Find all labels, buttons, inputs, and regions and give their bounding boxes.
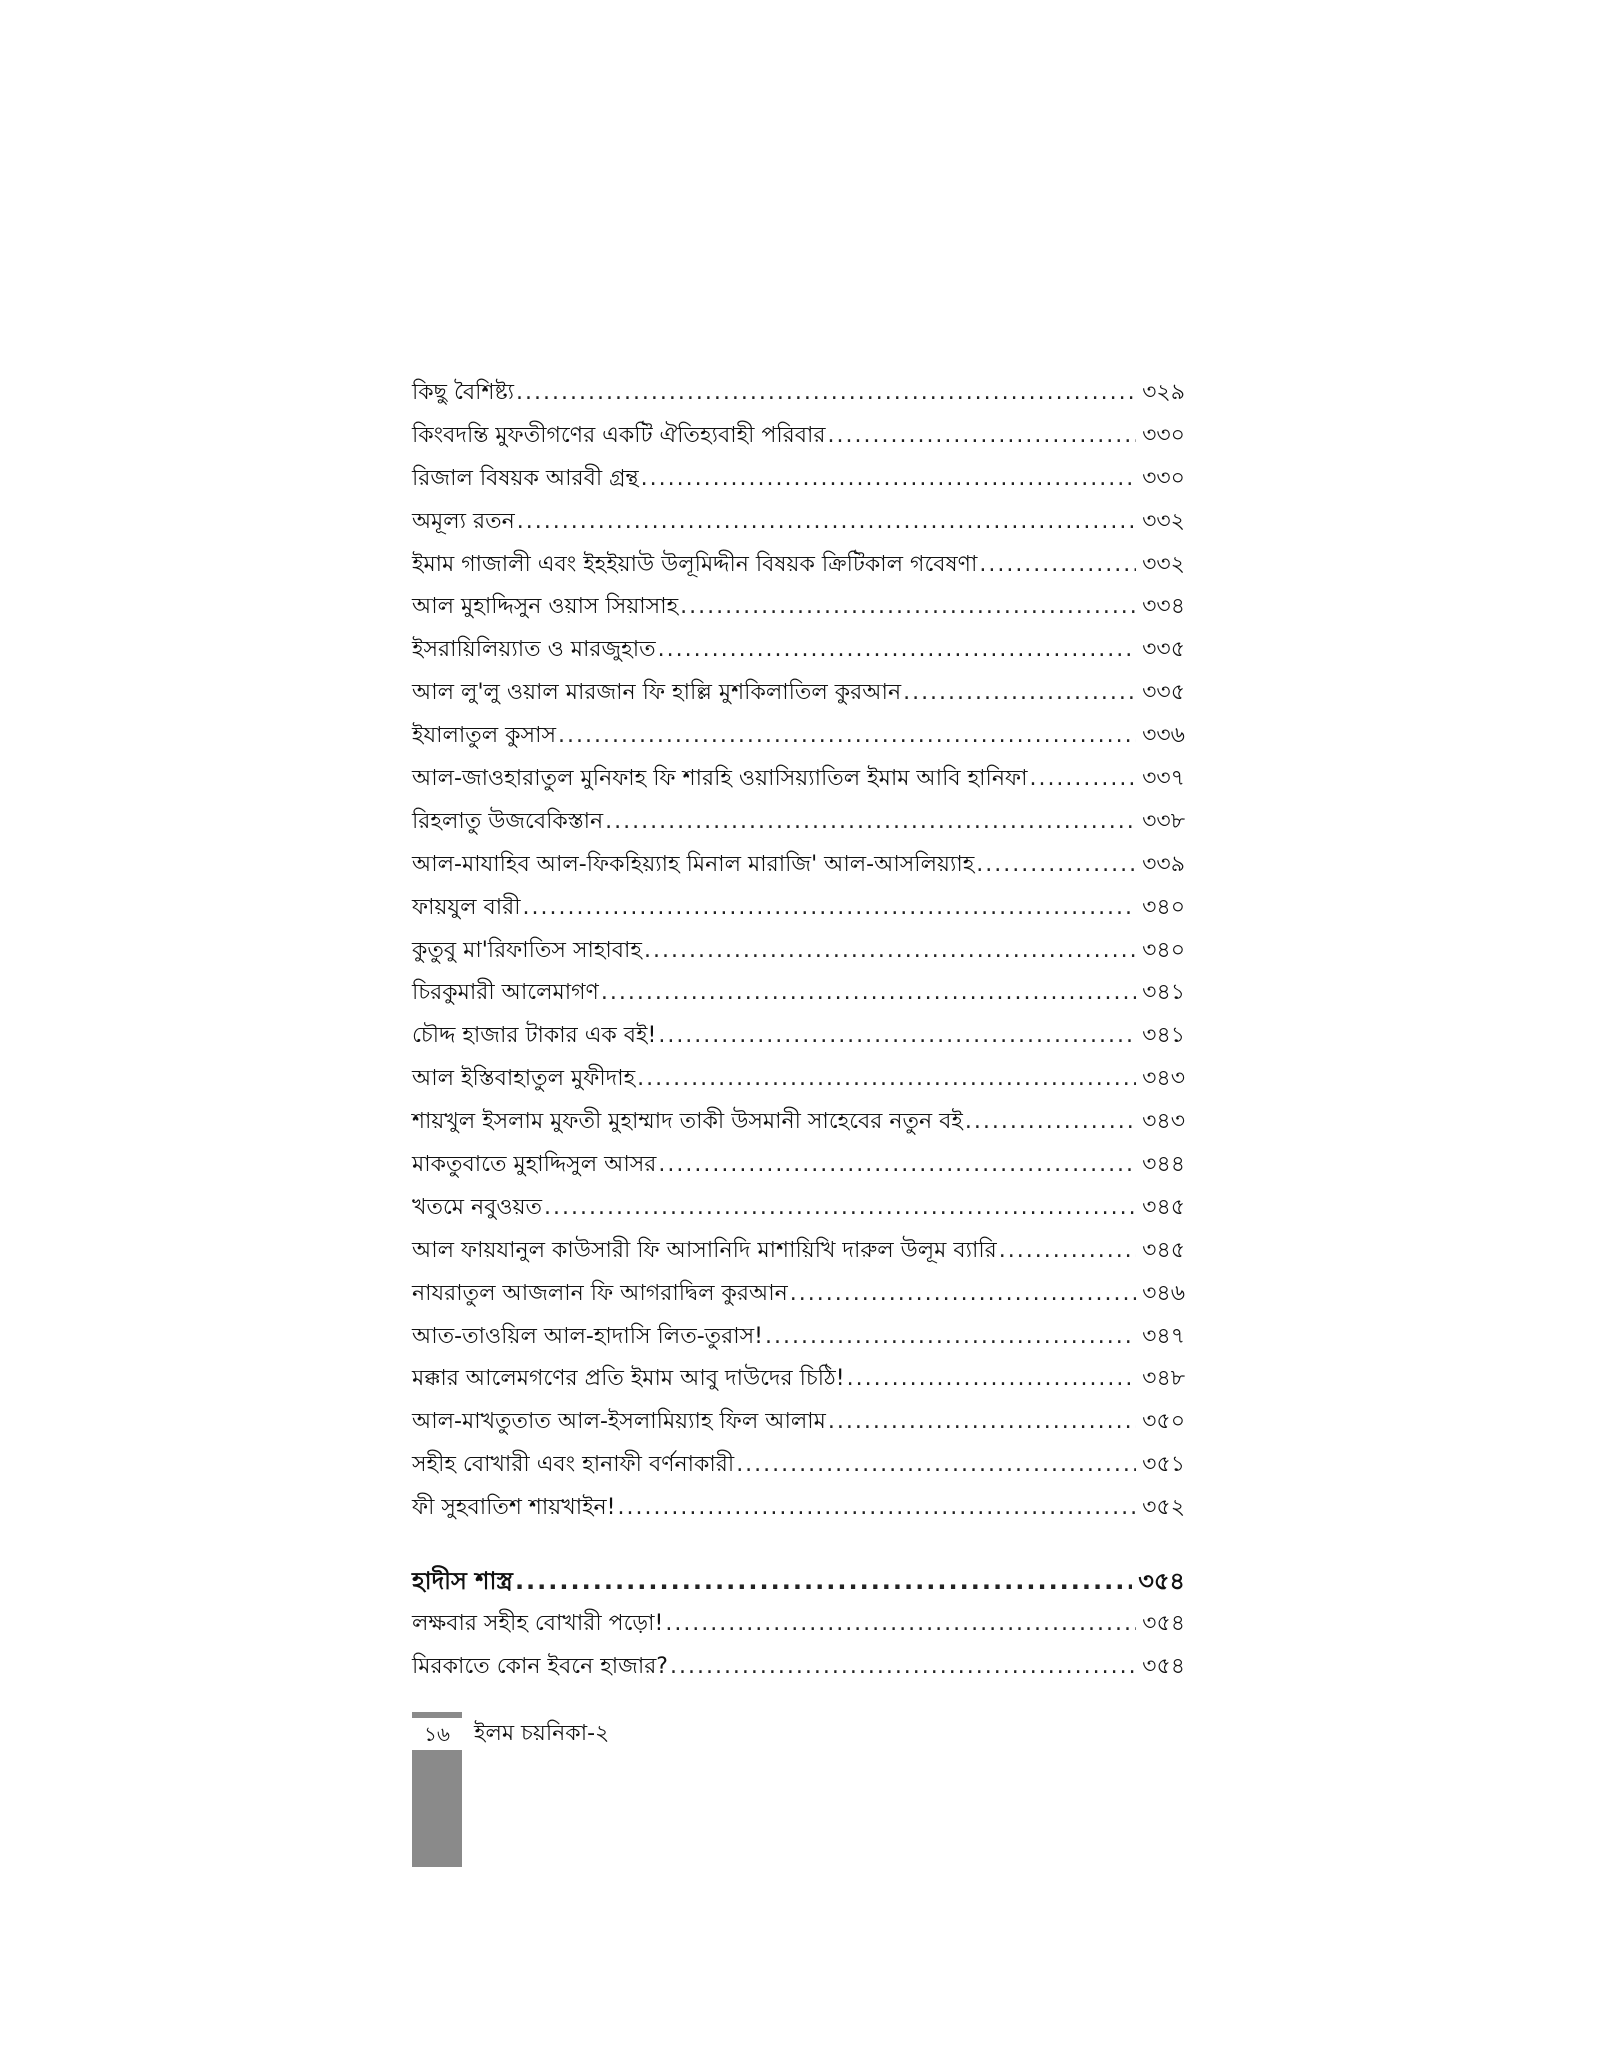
dot-leader [999,1230,1136,1273]
toc-entry-title: আল ফায়যানুল কাউসারী ফি আসানিদি মাশায়িখি দারুল উলূম ব্যারি [412,1237,997,1263]
toc-entry [412,629,1185,672]
section-page-number: ৩৫৪ [1138,1567,1185,1596]
toc-entry [412,1444,1185,1487]
toc-entry-page-number: ৩৪০ [1142,937,1185,963]
toc-entry [412,1603,1185,1646]
dot-leader [641,458,1136,501]
toc-entry [412,372,1185,415]
toc-entry-title: আল-জাওহারাতুল মুনিফাহ ফি শারহি ওয়াসিয়্যাতিল ইমাম আবি হানিফা [412,766,1028,792]
footer-bar-top [412,1712,462,1718]
toc-entry [412,1144,1185,1187]
toc-entry-title: রিহলাতু উজবেকিস্তান [412,808,604,834]
dot-leader [617,1487,1136,1530]
dot-leader [828,1401,1136,1444]
toc-entry-page-number: ৩২৯ [1142,380,1185,405]
toc-entry-title: খতমে নবুওয়ত [412,1194,543,1220]
toc-entry-page-number: ৩৫০ [1142,1409,1185,1435]
toc-entry [412,1101,1185,1144]
toc-entry-page-number: ৩৪৮ [1142,1366,1185,1392]
toc-entry [412,501,1185,544]
toc-entry-title: আত-তাওয়িল আল-হাদাসি লিত-তুরাস! [412,1323,763,1349]
dot-leader [544,1187,1136,1230]
toc-entry-title: মাকতুবাতে মুহাদ্দিসুল আসর [412,1152,657,1178]
toc-entry-list [412,372,1185,1530]
dot-leader [1029,758,1136,801]
toc-entry [412,415,1185,458]
toc-entry-page-number: ৩৩৮ [1142,808,1185,834]
toc-entry-title: কিংবদন্তি মুফতীগণের একটি ঐতিহ্যবাহী পরিবার [412,422,826,448]
dot-leader [665,1603,1136,1646]
toc-entry-title: আল ইস্তিবাহাতুল মুফীদাহ [412,1066,636,1092]
toc-entry [412,672,1185,715]
toc-entry-page-number: ৩৪১ [1142,1023,1185,1049]
toc-entry-title: রিজাল বিষয়ক আরবী গ্রন্থ [412,465,639,491]
toc-entry-title: কিছু বৈশিষ্ট্য [412,380,515,405]
dot-leader [976,844,1136,887]
toc-entry [412,586,1185,629]
dot-leader [517,501,1136,544]
dot-leader [658,1144,1136,1187]
page-footer [412,1712,1012,1872]
toc-entry [412,1058,1185,1101]
section-gap [412,1530,1185,1560]
dot-leader [765,1316,1136,1359]
toc-entry-title: নাযরাতুল আজলান ফি আগরাদ্বিল কুরআন [412,1280,788,1306]
toc-entry [412,972,1185,1015]
toc-section-heading [412,1560,1185,1603]
toc-entry-title: মক্কার আলেমগণের প্রতি ইমাম আবু দাউদের চিঠি! [412,1366,845,1392]
dot-leader [658,629,1136,672]
toc-entry [412,544,1185,587]
dot-leader [605,801,1136,844]
toc-entry-page-number: ৩৩২ [1142,551,1185,577]
table-of-contents [412,372,1185,1689]
footer-page-number: ১৬ [412,1718,462,1750]
toc-entry-page-number: ৩৫৪ [1142,1610,1185,1636]
dot-leader [658,1015,1136,1058]
toc-entry-title: সহীহ বোখারী এবং হানাফী বর্ণনাকারী [412,1452,735,1478]
dot-leader [979,544,1136,587]
toc-entry [412,715,1185,758]
toc-entry-page-number: ৩৩৭ [1142,766,1185,792]
toc-entry-title: চৌদ্দ হাজার টাকার এক বই! [412,1023,657,1049]
toc-entry [412,1401,1185,1444]
footer-book-title: ইলম চয়নিকা-২ [474,1721,610,1746]
toc-entry-title: আল-মাযাহিব আল-ফিকহিয়্যাহ মিনাল মারাজি' আল-আসলিয়্যাহ [412,851,975,877]
toc-entry [412,1015,1185,1058]
toc-entry-title: ইসরায়িলিয়্যাত ও মারজুহাত [412,637,656,663]
dot-leader [516,372,1136,415]
toc-entry-title: চিরকুমারী আলেমাগণ [412,980,599,1006]
toc-entry [412,1230,1185,1273]
toc-entry-title: লক্ষবার সহীহ বোখারী পড়ো! [412,1610,664,1636]
toc-entry-page-number: ৩৫২ [1142,1495,1185,1521]
toc-entry-page-number: ৩৩৪ [1142,594,1185,620]
toc-entry-title: ফী সুহবাতিশ শায়খাইন! [412,1495,616,1521]
toc-entry [412,1358,1185,1401]
toc-entry-title: কুতুবু মা'রিফাতিস সাহাবাহ [412,937,642,963]
toc-entry [412,801,1185,844]
dot-leader [828,415,1137,458]
toc-entry [412,1187,1185,1230]
toc-entry-page-number: ৩৩৫ [1142,637,1185,663]
toc-entry [412,1273,1185,1316]
toc-entry-title: শায়খুল ইসলাম মুফতী মুহাম্মাদ তাকী উসমানী সাহেবের নতুন বই [412,1109,963,1135]
dot-leader [515,1560,1132,1603]
toc-entry-title: মিরকাতে কোন ইবনে হাজার? [412,1653,668,1679]
toc-entry-page-number: ৩৪৩ [1142,1109,1185,1135]
dot-leader [637,1058,1136,1101]
dot-leader [965,1101,1136,1144]
toc-entry-page-number: ৩৪৫ [1142,1237,1185,1263]
dot-leader [644,930,1136,973]
toc-section-entry-list [412,1603,1185,1689]
toc-entry-page-number: ৩৪১ [1142,980,1185,1006]
toc-entry-title: ফায়যুল বারী [412,894,521,920]
toc-entry [412,1646,1185,1689]
toc-entry [412,458,1185,501]
dot-leader [680,586,1136,629]
toc-entry-title: অমূল্য রতন [412,508,515,534]
toc-entry-title: ইমাম গাজালী এবং ইহইয়াউ উলূমিদ্দীন বিষয়ক ক্রিটিকাল গবেষণা [412,551,978,577]
toc-entry-title: ইযালাতুল কুসাস [412,723,556,749]
toc-entry-page-number: ৩৩৯ [1142,851,1185,877]
dot-leader [847,1358,1137,1401]
toc-entry-page-number: ৩৪৭ [1142,1323,1185,1349]
toc-entry [412,844,1185,887]
toc-entry [412,1487,1185,1530]
toc-entry-page-number: ৩৪৩ [1142,1066,1185,1092]
toc-entry-page-number: ৩৩০ [1142,422,1185,448]
toc-entry-page-number: ৩৩৫ [1142,680,1185,706]
dot-leader [558,715,1136,758]
dot-leader [601,972,1136,1015]
toc-entry [412,930,1185,973]
toc-entry-page-number: ৩৪৬ [1142,1280,1185,1306]
toc-entry-title: আল-মাখতুতাত আল-ইসলামিয়্যাহ ফিল আলাম [412,1409,826,1435]
toc-entry-page-number: ৩৪০ [1142,894,1185,920]
dot-leader [670,1646,1136,1689]
toc-entry [412,887,1185,930]
toc-entry-page-number: ৩৪৪ [1142,1152,1185,1178]
toc-entry-page-number: ৩৫১ [1142,1452,1185,1478]
dot-leader [523,887,1137,930]
toc-entry-page-number: ৩৩৬ [1142,723,1185,749]
section-title: হাদীস শাস্ত্র [412,1567,513,1596]
toc-entry-page-number: ৩৫৪ [1142,1653,1185,1679]
toc-entry-page-number: ৩৪৫ [1142,1194,1185,1220]
toc-entry-page-number: ৩৩০ [1142,465,1185,491]
toc-entry [412,758,1185,801]
toc-entry-page-number: ৩৩২ [1142,508,1185,534]
dot-leader [790,1273,1136,1316]
dot-leader [736,1444,1136,1487]
toc-entry-title: আল মুহাদ্দিসুন ওয়াস সিয়াসাহ [412,594,679,620]
dot-leader [903,672,1136,715]
toc-entry-title: আল লু'লু ওয়াল মারজান ফি হাল্লি মুশকিলাতিল কুরআন [412,680,902,706]
toc-entry [412,1316,1185,1359]
